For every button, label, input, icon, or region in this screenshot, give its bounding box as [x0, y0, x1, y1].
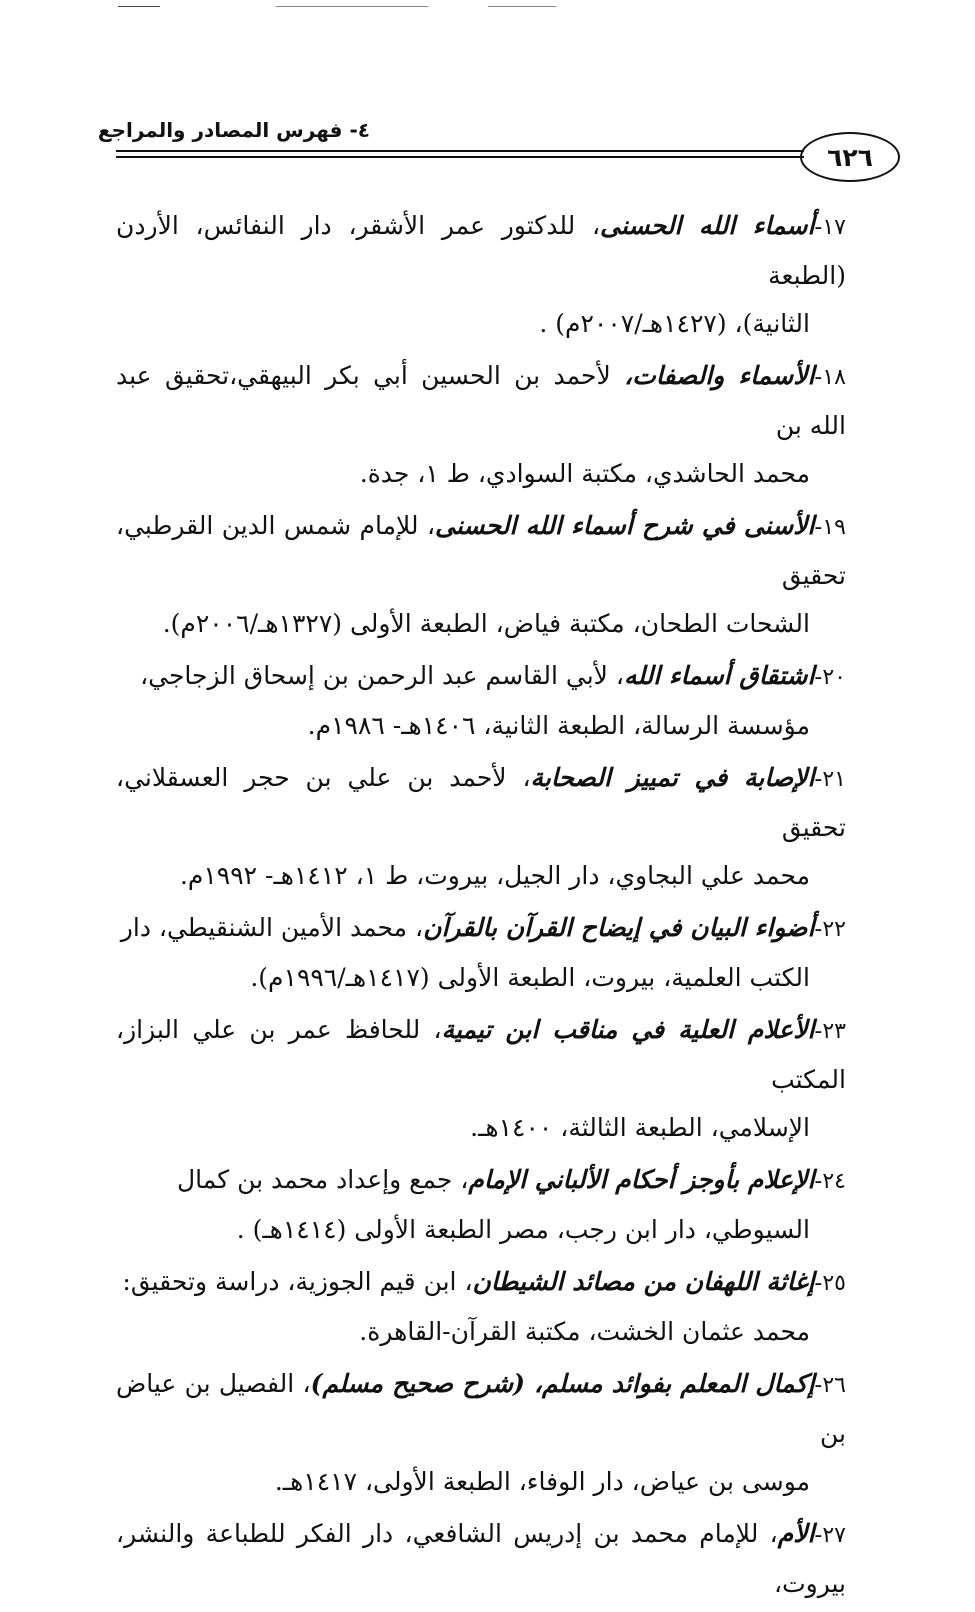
entry-details: ، للدكتور عمر الأشقر، دار النفائس، الأردن (الطبعة: [116, 211, 846, 290]
entry-number: ٢٣-: [814, 1019, 846, 1044]
entry-number: ٢٤-: [814, 1169, 846, 1194]
reference-entry: [116, 502, 846, 648]
entry-number: ١٩-: [814, 515, 846, 540]
reference-entry: [116, 1006, 846, 1152]
reference-entry: [116, 1360, 846, 1506]
entry-continuation: الثانية)، (١٤٢٧هـ/٢٠٠٧م) .: [539, 309, 810, 338]
entry-number: ٢٦-: [814, 1373, 846, 1398]
reference-entry: [116, 754, 846, 900]
entry-number: ٢٢-: [814, 917, 846, 942]
entry-details: ، محمد الأمين الشنقيطي، دار: [120, 913, 424, 942]
entry-details: ، للإمام شمس الدين القرطبي، تحقيق: [116, 511, 846, 590]
entry-title: اشتقاق أسماء الله: [623, 661, 815, 690]
entry-title: الإعلام بأوجز أحكام الألباني الإمام: [468, 1165, 815, 1194]
header-rule: [116, 156, 804, 158]
entry-number: ٢٠-: [814, 665, 846, 690]
entry-title: الأم: [777, 1519, 815, 1548]
page-number: ٦٢٦: [800, 132, 900, 182]
entry-number: ٢٥-: [814, 1271, 846, 1296]
reference-entry: [116, 352, 846, 498]
header-rule: [116, 150, 804, 152]
entry-number: ٢٧-: [814, 1523, 846, 1548]
reference-entry: [116, 1156, 846, 1254]
entry-details: ، للإمام محمد بن إدريس الشافعي، دار الفكر للطباعة والنشر، بيروت،: [116, 1519, 846, 1598]
entry-title: الأسماء والصفات،: [624, 361, 815, 390]
entry-continuation: موسى بن عياض، دار الوفاء، الطبعة الأولى، ١٤١٧هـ.: [274, 1467, 810, 1496]
entry-number: ١٧-: [814, 215, 846, 240]
entry-continuation: الإسلامي، الطبعة الثالثة، ١٤٠٠هـ.: [470, 1113, 810, 1142]
entry-number: ١٨-: [814, 365, 846, 390]
reference-entry: [116, 904, 846, 1002]
entry-title: إكمال المعلم بفوائد مسلم، (شرح صحيح مسلم): [310, 1369, 815, 1398]
entry-details: ، للحافظ عمر بن علي البزاز، المكتب: [116, 1015, 846, 1094]
reference-list: [116, 202, 846, 1612]
reference-entry: [116, 652, 846, 750]
entry-continuation: السيوطي، دار ابن رجب، مصر الطبعة الأولى (١٤١٤هـ) .: [236, 1215, 810, 1244]
entry-title: الأسنى في شرح أسماء الله الحسنى: [435, 511, 815, 540]
entry-continuation: محمد علي البجاوي، دار الجيل، بيروت، ط ١، ١٤١٢هـ- ١٩٩٢م.: [179, 861, 810, 890]
entry-continuation: الشحات الطحان، مكتبة فياض، الطبعة الأولى (١٣٢٧هـ/٢٠٠٦م).: [162, 609, 810, 638]
entry-continuation: الكتب العلمية، بيروت، الطبعة الأولى (١٤١٧هـ/١٩٩٦م).: [250, 963, 810, 992]
entry-title: أضواء البيان في إيضاح القرآن بالقرآن: [423, 913, 815, 942]
entry-details: ، جمع وإعداد محمد بن كمال: [177, 1165, 469, 1194]
entry-continuation: محمد الحاشدي، مكتبة السوادي، ط ١، جدة.: [359, 459, 810, 488]
entry-title: الأعلام العلية في مناقب ابن تيمية: [441, 1015, 815, 1044]
section-title: ٤- فهرس المصادر والمراجع: [97, 118, 370, 142]
reference-entry: [116, 1510, 846, 1608]
entry-number: ٢١-: [814, 767, 846, 792]
page-header: [0, 0, 975, 190]
entry-details: ، لأحمد بن علي بن حجر العسقلاني، تحقيق: [116, 763, 846, 842]
entry-continuation: مؤسسة الرسالة، الطبعة الثانية، ١٤٠٦هـ- ١٩٨٦م.: [307, 711, 810, 740]
entry-title: أسماء الله الحسنى: [600, 211, 815, 240]
reference-entry: [116, 1258, 846, 1356]
reference-entry: [116, 202, 846, 348]
entry-continuation: محمد عثمان الخشت، مكتبة القرآن-القاهرة.: [359, 1317, 810, 1346]
entry-details: ، ابن قيم الجوزية، دراسة وتحقيق:: [122, 1267, 473, 1296]
entry-details: ، الفصيل بن عياض بن: [116, 1369, 846, 1448]
entry-title: إغاثة اللهفان من مصائد الشيطان: [472, 1267, 815, 1296]
entry-details: لأحمد بن الحسين أبي بكر البيهقي،تحقيق عبد الله بن: [116, 361, 846, 440]
entry-details: ، لأبي القاسم عبد الرحمن بن إسحاق الزجاجي،: [140, 661, 624, 690]
entry-title: الإصابة في تمييز الصحابة: [530, 763, 815, 792]
